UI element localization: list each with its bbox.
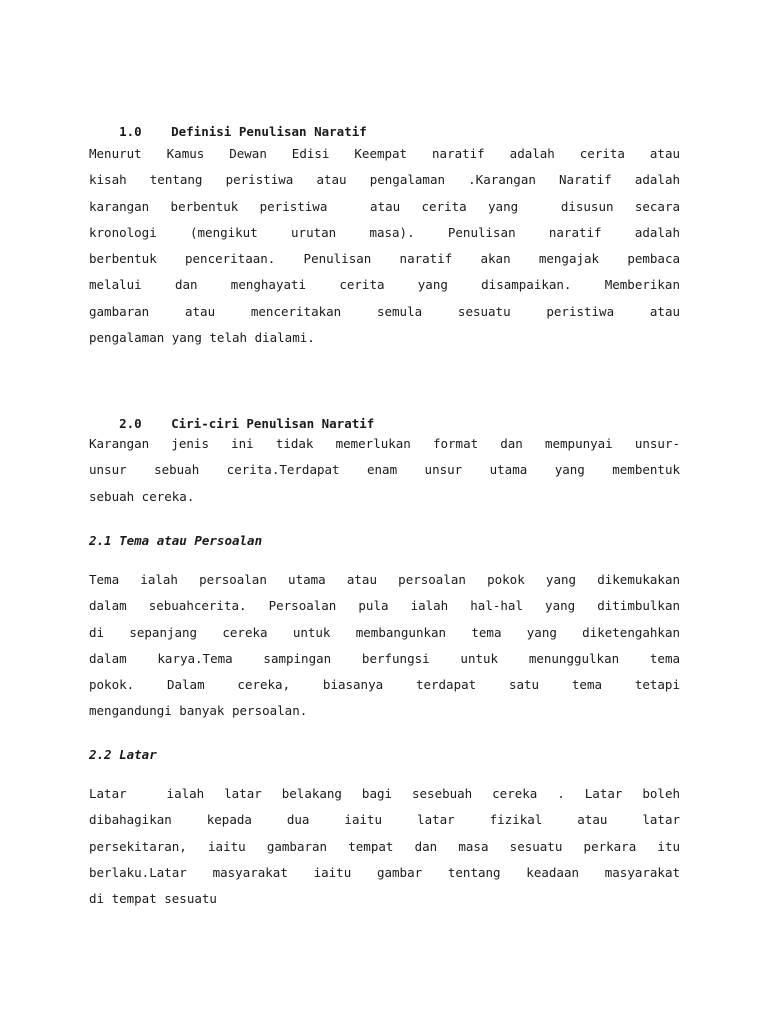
subsection-heading-2-1: 2.1 Tema atau Persoalan [89,533,263,548]
paragraph-line: Menurut Kamus Dewan Edisi Keempat naratif adalah cerita atau [89,146,680,161]
paragraph-line: dalam sebuahcerita. Persoalan pula ialah hal-hal yang ditimbulkan [89,598,680,614]
paragraph-line: kisah tentang peristiwa atau pengalaman .Karangan Naratif adalah [89,172,680,188]
paragraph-line: Latar ialah latar belakang bagi sesebuah cereka . Latar boleh [89,786,680,801]
section-paragraph-2 [89,431,680,510]
paragraph-line: dalam karya.Tema sampingan berfungsi untuk menunggulkan tema [89,650,680,666]
paragraph-line: di tempat sesuatu [89,891,217,907]
section-paragraph-1 [89,141,680,351]
paragraph-line: berbentuk penceritaan. Penulisan naratif akan mengajak pembaca [89,251,680,267]
subsection-heading-2-2: 2.2 Latar [89,747,157,762]
paragraph-line: pengalaman yang telah dialami. [89,330,315,346]
paragraph-line: Karangan jenis ini tidak memerlukan format dan mempunyai unsur- [89,436,680,451]
section-number: 1.0 [119,124,142,139]
paragraph-line: dibahagikan kepada dua iaitu latar fizikal atau latar [89,812,680,828]
paragraph-line: berlaku.Latar masyarakat iaitu gambar tentang keadaan masyarakat [89,864,680,880]
section-title: Definisi Penulisan Naratif [171,124,367,139]
paragraph-line: unsur sebuah cerita.Terdapat enam unsur utama yang membentuk [89,462,680,478]
subsection-paragraph-2-2 [89,781,680,912]
paragraph-line: persekitaran, iaitu gambaran tempat dan masa sesuatu perkara itu [89,838,680,854]
paragraph-line: di sepanjang cereka untuk membangunkan tema yang diketengahkan [89,624,680,640]
subsection-paragraph-2-1 [89,567,680,725]
paragraph-line: gambaran atau menceritakan semula sesuatu peristiwa atau [89,303,680,319]
paragraph-line: pokok. Dalam cereka, biasanya terdapat satu tema tetapi [89,677,680,693]
paragraph-line: mengandungi banyak persoalan. [89,703,308,719]
paragraph-line: karangan berbentuk peristiwa atau cerita yang disusun secara [89,198,680,214]
paragraph-line: Tema ialah persoalan utama atau persoalan pokok yang dikemukakan [89,572,680,587]
section-title: Ciri-ciri Penulisan Naratif [171,416,375,431]
section-number: 2.0 [119,416,142,431]
paragraph-line: melalui dan menghayati cerita yang disampaikan. Memberikan [89,277,680,293]
paragraph-line: sebuah cereka. [89,488,195,504]
paragraph-line: kronologi (mengikut urutan masa). Penulisan naratif adalah [89,224,680,240]
